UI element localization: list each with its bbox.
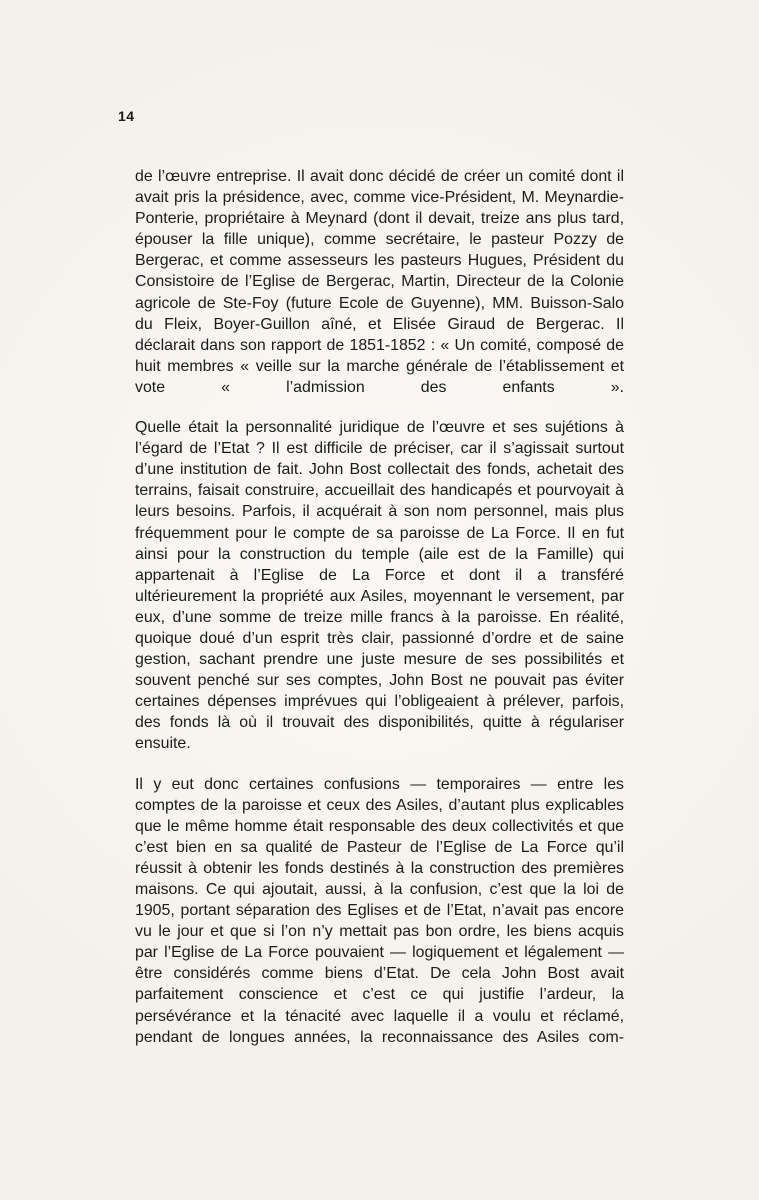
- paragraph-3: Il y eut donc certaines confusions — temporaires — entre les comptes de la paroisse et ceux des Asiles, d’autant plus explicables que le même homme était responsable des deux collectivités et que c’est bien en sa qualité de Pasteur de l’Eglise de La Force qu’il réussit à obtenir les fonds destinés à la construction des premières maisons. Ce qui ajoutait, aussi, à la confusion, c’est que la loi de 1905, portant séparation des Eglises et de l’Etat, n’avait pas encore vu le jour et que si l’on n’y mettait pas bon ordre, les biens acquis par l’Eglise de La Force pouvaient — logiquement et légalement — être considérés comme biens d’Etat. De cela John Bost avait parfaitement conscience et c’est ce qui justifie l’ardeur, la persévérance et la ténacité avec laquelle il a voulu et réclamé, pendant de longues années, la reconnaissance des Asiles com-: [135, 775, 624, 1046]
- body-text: [135, 166, 624, 1067]
- paragraph-2: Quelle était la personnalité juridique de l’œuvre et ses sujétions à l’égard de l’Etat ? Il est difficile de préciser, car il s’agissait surtout d’une institution de fait. John Bost collectait des fonds, achetait des terrains, faisait construire, accueillait des handicapés et pourvoyait à leurs besoins. Parfois, il acquérait à son nom personnel, mais plus fréquemment pour le compte de sa paroisse de La Force. Il en fut ainsi pour la construction du temple (aile est de la Famille) qui appartenait à l’Eglise de La Force et dont il a transféré ultérieurement la propriété aux Asiles, moyennant le versement, par eux, d’une somme de treize mille francs à la paroisse. En réalité, quoique doué d’un esprit très clair, passionné d’ordre et de saine gestion, sachant prendre une juste mesure de ses possibilités et souvent penché sur ses comptes, John Bost ne pouvait pas éviter certaines dépenses imprévues qui l’obligeaient à prélever, parfois, des fonds là où il trouvait des disponibilités, quitte à régulariser ensuite.: [135, 419, 624, 753]
- page-number: 14: [118, 108, 135, 124]
- paragraph-1: de l’œuvre entreprise. Il avait donc décidé de créer un comité dont il avait pris la présidence, avec, comme vice-Président, M. Meynardie-Ponterie, propriétaire à Meynard (dont il devait, treize ans plus tard, épouser la fille unique), comme secrétaire, le pasteur Pozzy de Bergerac, et comme assesseurs les pasteurs Hugues, Président du Consistoire de l’Eglise de Bergerac, Martin, Directeur de la Colonie agricole de Ste-Foy (future Ecole de Guyenne), MM. Buisson-Salo du Fleix, Boyer-Guillon aîné, et Elisée Giraud de Bergerac. Il déclarait dans son rapport de 1851-1852 : « Un comité, composé de huit membres « veille sur la marche générale de l’établissement et vote « l’admission des enfants ».: [135, 168, 624, 396]
